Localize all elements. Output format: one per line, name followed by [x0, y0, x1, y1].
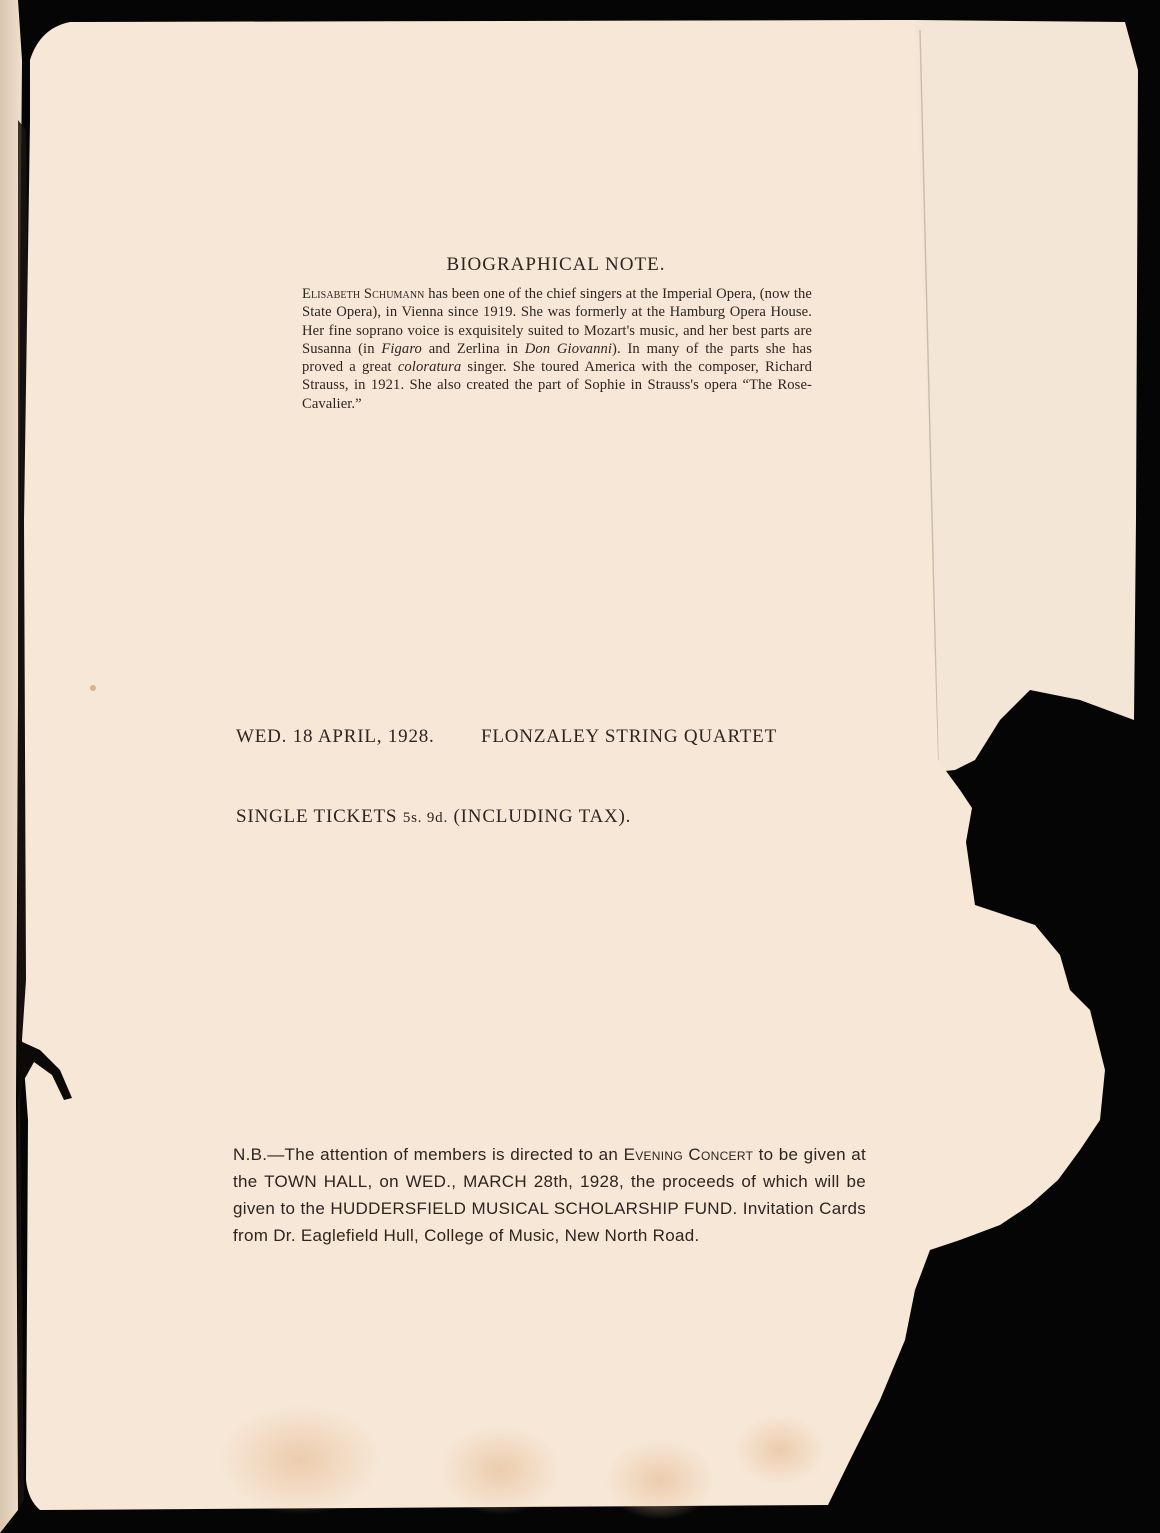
stain [220, 1405, 380, 1515]
tickets-label: SINGLE TICKETS [236, 806, 403, 827]
bio-coloratura: coloratura [397, 359, 462, 376]
bio-heading: BIOGRAPHICAL NOTE. [446, 254, 666, 275]
stain [735, 1415, 825, 1485]
concert-title: FLONZALEY STRING QUARTET [481, 726, 777, 747]
bio-paragraph [302, 285, 812, 413]
bio-text-part: and Zerlina in [421, 340, 525, 357]
bio-figaro: Figaro [381, 340, 422, 357]
concert-date: WED. 18 APRIL, 1928. [236, 726, 435, 747]
tickets-line [236, 806, 836, 828]
tickets-tax: (INCLUDING TAX). [448, 806, 632, 827]
bio-don-giovanni: Don Giovanni [524, 340, 613, 357]
nb-evening-concert: Evening Concert [623, 1145, 754, 1164]
right-flap [915, 20, 1138, 772]
bio-name: Elisabeth Schumann [302, 286, 425, 302]
bio-text-part: singer. She toured America with the composer, Richard Strauss, in 1921. She also created the part of Sophie in Strauss's opera “The Rose-Cavalier.” [302, 359, 812, 412]
nb-paragraph [233, 1141, 866, 1249]
bio-text-part: has been one of the chief singers at the Imperial Opera, (now the State Opera), in Vienna since 1919. She was formerly at the Hamburg Opera House. Her fine soprano voice is exquisitely suited to Mozart's music, and her best parts are Susanna (in [302, 286, 812, 357]
nb-text-part: N.B.—The attention of members is directed to an [233, 1145, 624, 1164]
concert-line [236, 726, 816, 748]
tickets-price: 5s. 9d. [402, 810, 448, 826]
nb-text-part: to be given at the TOWN HALL, on WED., MARCH 28th, 1928, the proceeds of which will be given to the HUDDERSFIELD MUSICAL SCHOLARSHIP FUND. Invitation Cards from Dr. Eaglefield Hull, College of Music, New North Road. [233, 1145, 866, 1245]
bio-text-part: ). In many of the parts she has proved a great [302, 340, 812, 376]
stain [440, 1425, 560, 1515]
stain [605, 1440, 715, 1520]
